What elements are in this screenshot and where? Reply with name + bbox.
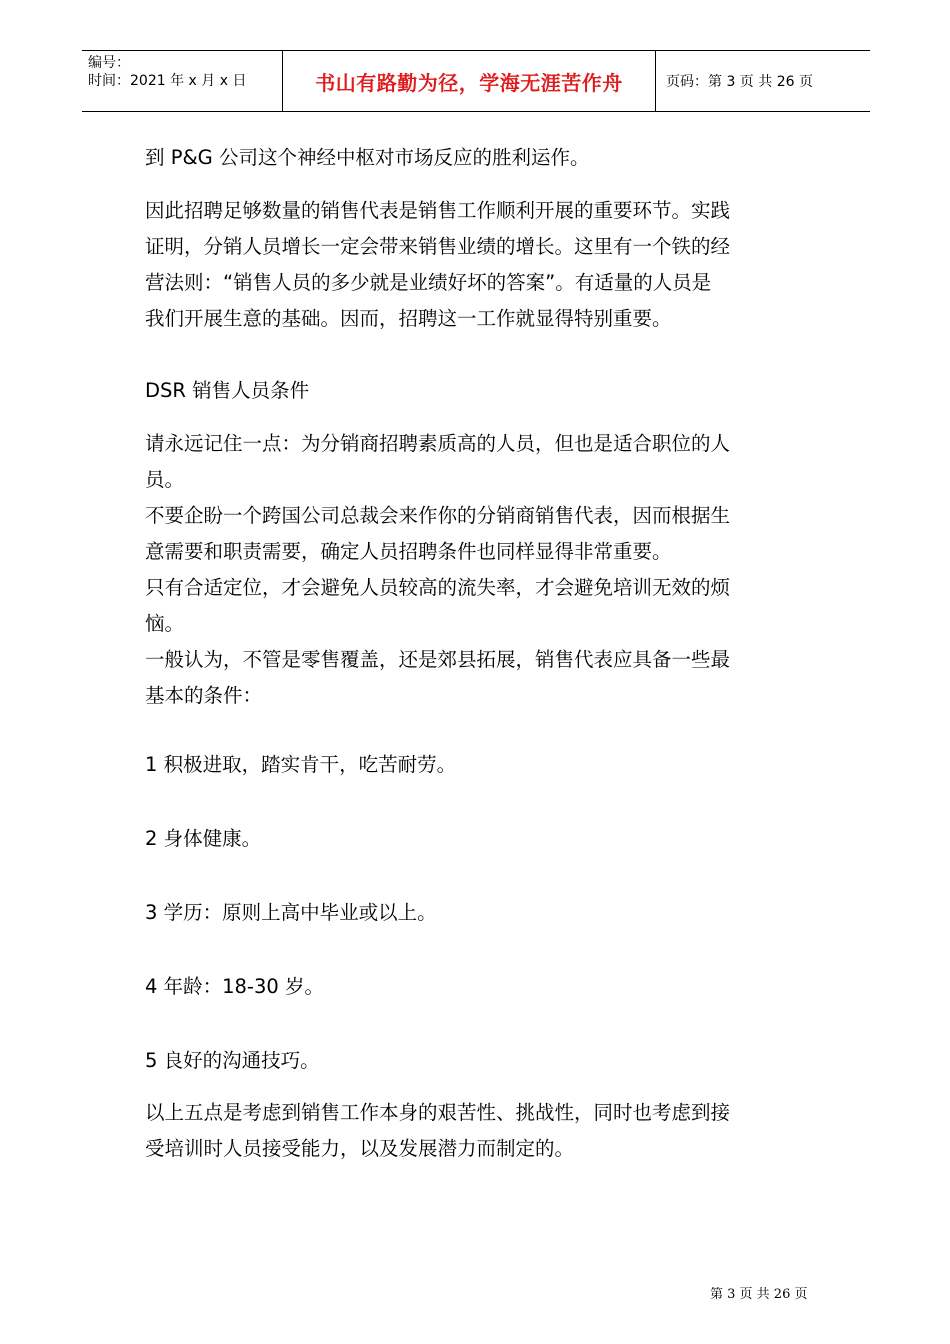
list-item: 5 良好的沟通技巧。 <box>145 1049 320 1072</box>
paragraph-line: 营法则：“销售人员的多少就是业绩好坏的答案”。有适量的人员是 <box>145 271 712 294</box>
header-meta <box>82 51 282 111</box>
list-item: 4 年龄：18-30 岁。 <box>145 975 324 998</box>
paragraph-line: 只有合适定位，才会避免人员较高的流失率，才会避免培训无效的烦 <box>145 576 731 599</box>
paragraph-line: 以上五点是考虑到销售工作本身的艰苦性、挑战性，同时也考虑到接 <box>145 1101 731 1124</box>
paragraph-line: 因此招聘足够数量的销售代表是销售工作顺利开展的重要环节。实践 <box>145 199 731 222</box>
paragraph-line: 受培训时人员接受能力，以及发展潜力而制定的。 <box>145 1137 575 1160</box>
list-item: 1 积极进取，踏实肯干，吃苦耐劳。 <box>145 753 457 776</box>
paragraph-line: 证明，分销人员增长一定会带来销售业绩的增长。这里有一个铁的经 <box>145 235 731 258</box>
paragraph-line: 恼。 <box>145 612 185 635</box>
paragraph-line: 到 P&G 公司这个神经中枢对市场反应的胜利运作。 <box>145 146 590 169</box>
header-page-label: 页码：第 3 页 共 26 页 <box>666 74 813 90</box>
paragraph-line: 一般认为，不管是零售覆盖，还是郊县拓展，销售代表应具备一些最 <box>145 648 731 671</box>
paragraph-line: 请永远记住一点：为分销商招聘素质高的人员，但也是适合职位的人 <box>145 432 731 455</box>
paragraph-line: 员。 <box>145 468 185 491</box>
list-item: 2 身体健康。 <box>145 827 262 850</box>
paragraph-line: 我们开展生意的基础。因而，招聘这一工作就显得特别重要。 <box>145 307 672 330</box>
header-number-label: 编号： <box>88 55 130 71</box>
page-footer: 第 3 页 共 26 页 <box>710 1287 808 1302</box>
header-time-label: 时间：2021 年 x 月 x 日 <box>88 73 247 89</box>
section-heading: DSR 销售人员条件 <box>145 379 310 402</box>
header-motto: 书山有路勤为径，学海无涯苦作舟 <box>282 51 656 111</box>
paragraph-line: 意需要和职责需要，确定人员招聘条件也同样显得非常重要。 <box>145 540 672 563</box>
paragraph-line: 不要企盼一个跨国公司总裁会来作你的分销商销售代表，因而根据生 <box>145 504 731 527</box>
page-header <box>82 50 870 112</box>
list-item: 3 学历：原则上高中毕业或以上。 <box>145 901 437 924</box>
paragraph-line: 基本的条件： <box>145 684 263 707</box>
